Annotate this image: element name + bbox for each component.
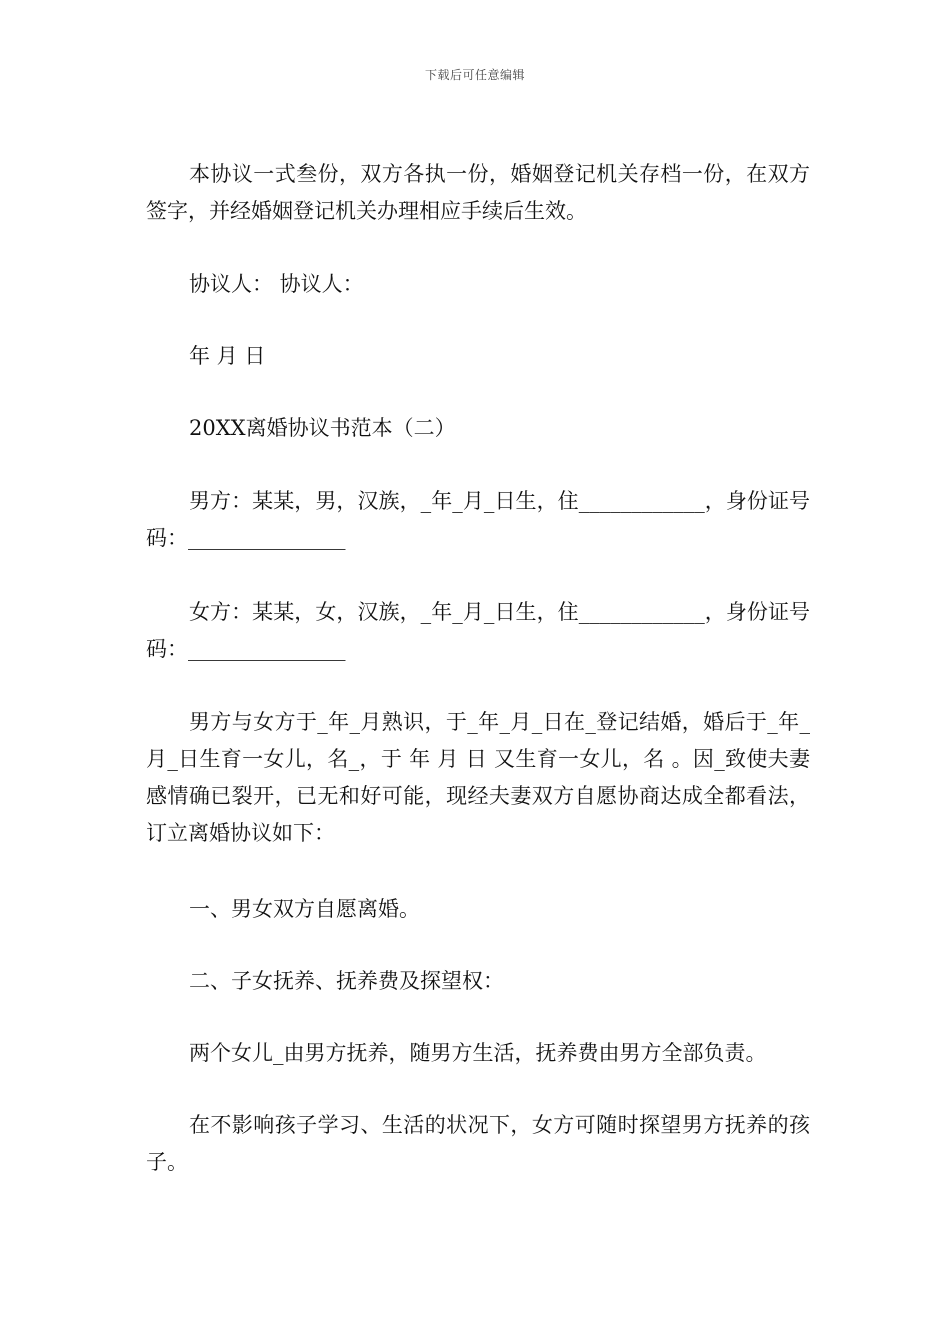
paragraph-female-party: 女方：某某，女，汉族，_年_月_日生，住____________，身份证号码：_______________ [146,600,810,661]
paragraph-background: 男方与女方于_年_月熟识，于_年_月_日在_登记结婚，婚后于_年_月_日生育一女儿，名_，于 年 月 日 又生育一女儿，名 。因_致使夫妻感情确已裂开，已无和好可能，现经夫妻双方自愿协商达成全都看法，订立离婚协议如下： [146,710,810,845]
paragraph-date: 年 月 日 [189,344,266,368]
clause-one: 一、男女双方自愿离婚。 [189,897,420,921]
paragraph-male-party: 男方：某某，男，汉族，_年_月_日生，住____________，身份证号码：_______________ [146,489,810,550]
paragraph-visitation: 在不影响孩子学习、生活的状况下，女方可随时探望男方抚养的孩子。 [146,1113,810,1174]
paragraph-effect-clause: 本协议一式叁份，双方各执一份，婚姻登记机关存档一份，在双方签字，并经婚姻登记机关办理相应手续后生效。 [146,162,810,223]
clause-two-heading: 二、子女抚养、抚养费及探望权： [189,969,504,993]
section-title: 20XX离婚协议书范本（二） [189,416,456,440]
paragraph-custody: 两个女儿_由男方抚养，随男方生活，抚养费由男方全部负责。 [189,1041,767,1065]
page-header: 下载后可任意编辑 [424,68,525,82]
paragraph-signatories: 协议人： 协议人： [189,272,364,296]
